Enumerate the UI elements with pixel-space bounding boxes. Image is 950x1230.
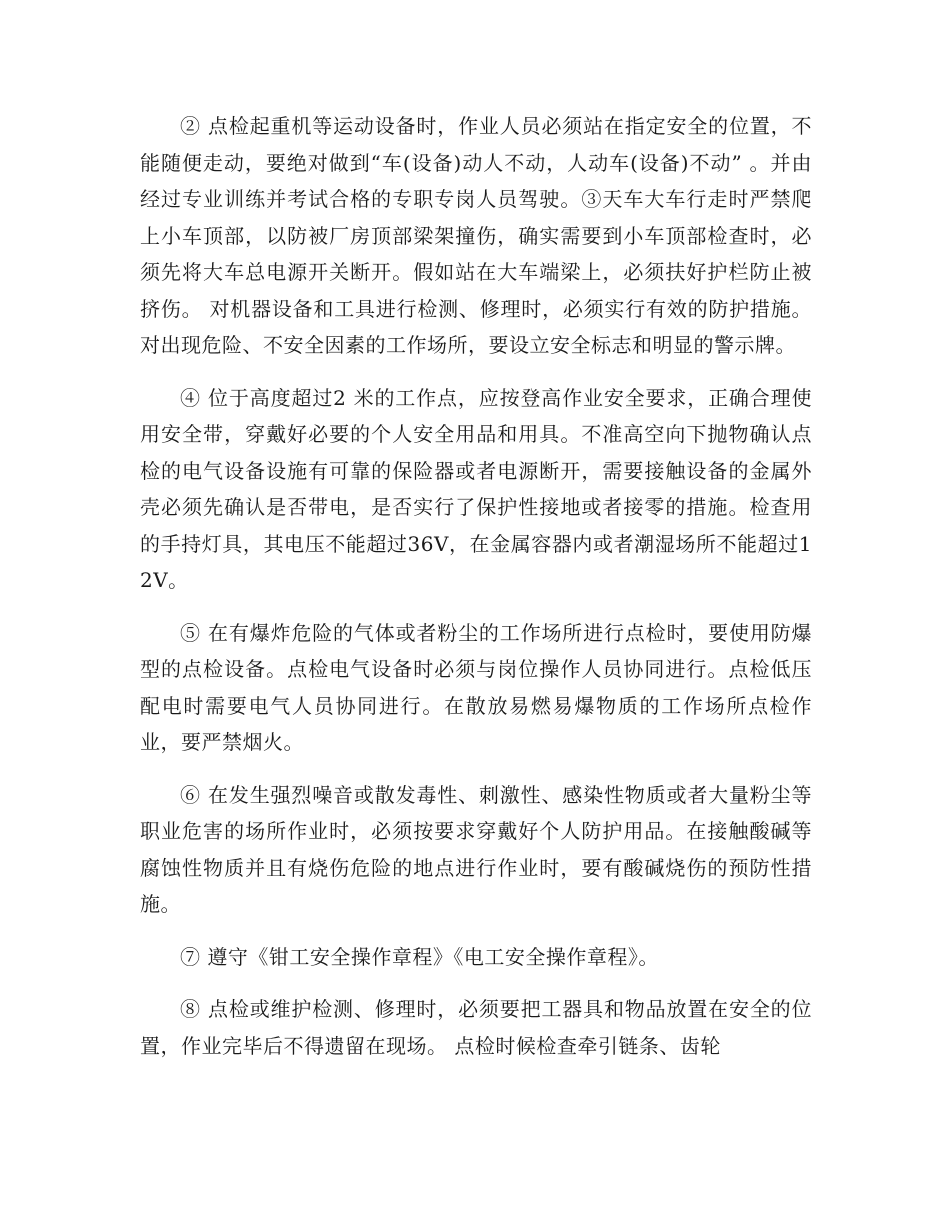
paragraph-crane-inspection: ② 点检起重机等运动设备时，作业人员必须站在指定安全的位置，不能随便走动，要绝对做到“车(设备)动人不动，人动车(设备)不动” 。并由经过专业训练并考试合格的专职专岗人员驾驶。③天车大车行走时严禁爬上小车顶部，以防被厂房顶部梁架撞伤，确实需要到小车顶部检查时，必须先将大车总电源开关断开。假如站在大车端梁上，必须扶好护栏防止被挤伤。 对机器设备和工具进行检测、修理时，必须实行有效的防护措施。对出现危险、不安全因素的工作场所，要设立安全标志和明显的警示牌。 [140,114,812,357]
paragraph-height-work: ④ 位于高度超过2 米的工作点，应按登高作业安全要求，正确合理使用安全带，穿戴好必要的个人安全用品和用具。不准高空向下抛物确认点检的电气设备设施有可靠的保险器或者电源断开，需要接触设备的金属外壳必须先确认是否带电，是否实行了保护性接地或者接零的措施。检查用的手持灯具，其电压不能超过36V，在金属容器内或者潮湿场所不能超过12V。 [140,385,812,592]
paragraph-operating-rules: ⑦ 遵守《钳工安全操作章程》《电工安全操作章程》。 [180,944,659,969]
paragraph-explosion-hazard: ⑤ 在有爆炸危险的气体或者粉尘的工作场所进行点检时，要使用防爆型的点检设备。点检电气设备时必须与岗位操作人员协同进行。点检低压配电时需要电气人员协同进行。在散放易燃易爆物质的工作场所点检作业，要严禁烟火。 [140,620,812,754]
document-body [140,108,812,1080]
paragraph-occupational-hazard: ⑥ 在发生强烈噪音或散发毒性、刺激性、感染性物质或者大量粉尘等职业危害的场所作业时，必须按要求穿戴好个人防护用品。在接触酸碱等腐蚀性物质并且有烧伤危险的地点进行作业时，要有酸碱烧伤的预防性措施。 [140,782,812,916]
paragraph-tool-placement: ⑧ 点检或维护检测、修理时，必须要把工器具和物品放置在安全的位置，作业完毕后不得遗留在现场。 点检时候检查牵引链条、齿轮 [140,997,812,1058]
